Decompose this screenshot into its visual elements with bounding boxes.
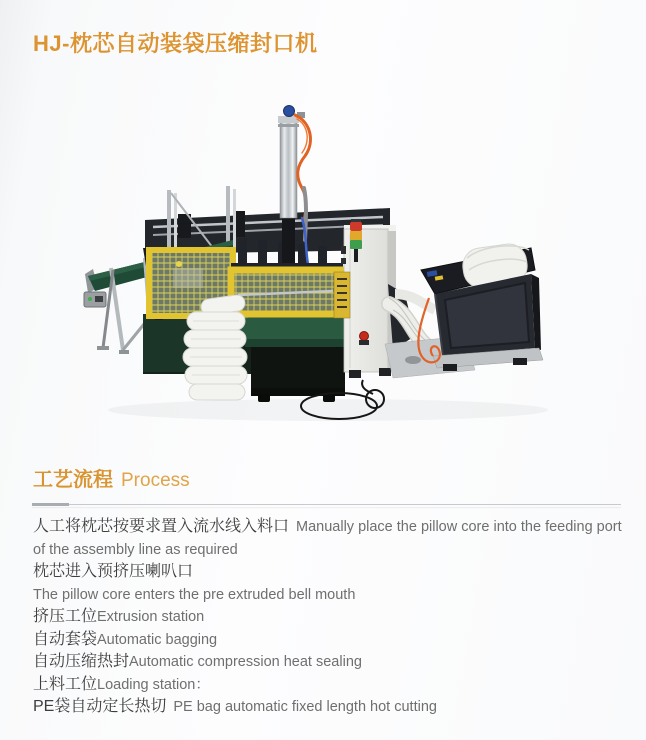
signal-green-light <box>350 240 362 249</box>
process-step-4 <box>33 629 623 652</box>
vent-panel <box>334 272 350 318</box>
emergency-stop-button <box>360 332 369 341</box>
cylinder-blue-cap <box>284 106 295 117</box>
step-3-cn: 挤压工位 <box>33 608 98 625</box>
process-step-6 <box>33 674 623 697</box>
step-4-en: Automatic bagging <box>97 631 218 648</box>
step-5-en: Automatic compression heat sealing <box>129 654 362 670</box>
signal-yellow-light <box>350 231 362 240</box>
process-step-5 <box>33 651 623 674</box>
step-3-en: Extrusion station <box>97 609 205 625</box>
step-7-en: PE bag automatic fixed length hot cutting <box>173 699 437 715</box>
step-1-cn: 人工将枕芯按要求置入流水线入料口 <box>33 518 290 535</box>
step-6-en: Loading station： <box>97 676 210 693</box>
step-2-cn: 枕芯进入预挤压喇叭口 <box>33 563 194 580</box>
process-step-2 <box>33 561 623 606</box>
signal-red-light <box>350 222 362 231</box>
page-title: HJ-枕芯自动装袋压缩封口机 <box>33 31 318 56</box>
process-step-7 <box>33 696 623 719</box>
step-6-cn: 上料工位 <box>33 675 98 693</box>
step-4-cn: 自动套袋 <box>33 630 98 648</box>
process-step-list <box>33 516 623 719</box>
mesh-guard-front <box>231 263 343 314</box>
machine-illustration <box>83 98 563 443</box>
process-step-1 <box>33 516 623 561</box>
section-divider <box>32 504 621 507</box>
process-heading-en: Process <box>121 470 190 491</box>
step-7-cn: PE袋自动定长热切 <box>33 698 167 715</box>
step-1-en: Manually place the pillow core into the feeding port of the assembly line as required <box>33 519 622 558</box>
machine-photo <box>83 98 563 443</box>
process-heading-cn: 工艺流程 <box>33 469 113 491</box>
process-step-3 <box>33 606 623 629</box>
step-2-en: The pillow core enters the pre extruded bell mouth <box>33 586 356 603</box>
process-section-header <box>33 463 190 493</box>
step-5-cn: 自动压缩热封 <box>33 653 130 670</box>
